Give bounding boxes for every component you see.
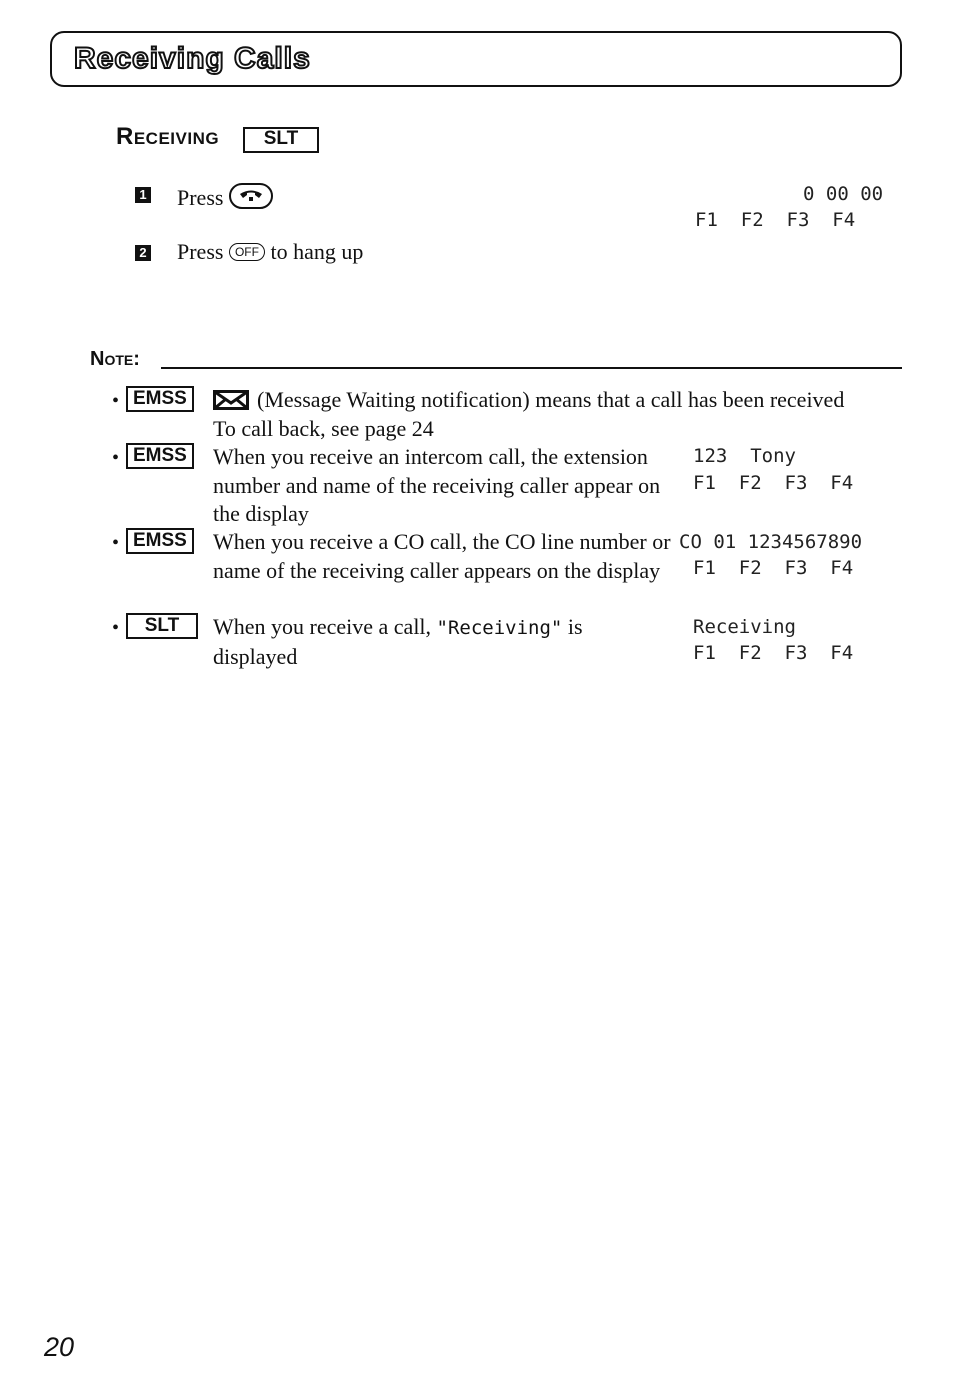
note-item-1-text: (Message Waiting notification) means that a call has been received To call back, see page 24: [213, 387, 845, 441]
note-item-4-text-after: is displayed: [213, 614, 583, 669]
display-line-1: 0 00 00: [803, 183, 884, 205]
message-waiting-envelope-icon: [213, 390, 249, 410]
emss-badge: EMSS: [126, 443, 194, 469]
bullet: •: [112, 390, 120, 412]
note-item-1: [213, 386, 853, 443]
page-number: 20: [44, 1332, 75, 1362]
note-item-2-text: When you receive an intercom call, the extension number and name of the receiving caller appear on the display: [213, 444, 661, 526]
display-line-2: F1 F2 F3 F4: [693, 557, 854, 579]
off-key-icon: OFF: [229, 243, 265, 261]
display-line-2: F1 F2 F3 F4: [693, 472, 854, 494]
step-number: 1: [135, 187, 151, 203]
note-item-4-text-before: When you receive a call,: [213, 614, 437, 639]
bullet: •: [112, 447, 120, 469]
step-1-verb: Press: [177, 185, 224, 210]
display-line-1: 123 Tony: [693, 445, 796, 467]
emss-badge: EMSS: [126, 528, 194, 554]
page-title: Receiving Calls: [74, 42, 311, 75]
note-item-3-text: When you receive a CO call, the CO line number or name of the receiving caller appears on the display: [213, 529, 671, 583]
emss-badge: EMSS: [126, 386, 194, 412]
step-1-text: [177, 183, 273, 209]
section-heading: Receiving: [116, 123, 220, 150]
slt-badge: SLT: [126, 613, 198, 639]
note-label: Note:: [90, 348, 140, 370]
display-line-2: F1 F2 F3 F4: [695, 209, 856, 231]
note-divider: [161, 367, 902, 369]
note-item-4: [213, 613, 643, 671]
slt-badge: SLT: [243, 127, 319, 153]
step-2-text: [177, 241, 363, 263]
display-line-1: Receiving: [693, 616, 796, 638]
step-2-suffix: to hang up: [270, 239, 364, 264]
step-2-verb: Press: [177, 239, 224, 264]
phone-handset-icon: [229, 183, 273, 209]
step-number: 2: [135, 245, 151, 261]
note-item-4-display-term: "Receiving": [436, 617, 563, 639]
bullet: •: [112, 532, 120, 554]
display-line-2: F1 F2 F3 F4: [693, 642, 854, 664]
display-line-1: CO 01 1234567890: [679, 531, 863, 553]
bullet: •: [112, 617, 120, 639]
